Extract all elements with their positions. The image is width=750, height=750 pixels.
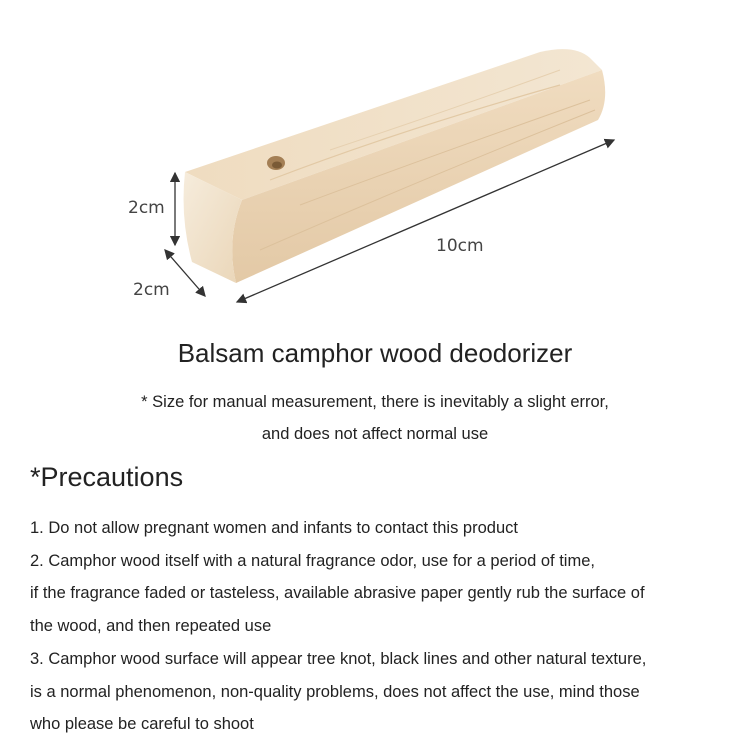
dimension-length-label: 10cm — [436, 236, 484, 256]
dimension-width-label: 2cm — [133, 280, 170, 300]
product-title: Balsam camphor wood deodorizer — [177, 338, 573, 368]
precautions-list — [30, 512, 730, 741]
wood-block-illustration — [0, 0, 750, 330]
wood-block — [184, 49, 606, 283]
precaution-line: 1. Do not allow pregnant women and infants to contact this product — [30, 519, 518, 537]
precautions-heading: *Precautions — [30, 462, 184, 492]
precaution-line: who please be careful to shoot — [30, 715, 254, 734]
dimension-height-label: 2cm — [128, 198, 165, 218]
measurement-note-line-1: * Size for manual measurement, there is inevitably a slight error, — [141, 393, 609, 411]
precaution-line: 3. Camphor wood surface will appear tree knot, black lines and other natural texture, — [30, 649, 647, 668]
precaution-line: 2. Camphor wood itself with a natural fragrance odor, use for a period of time, — [30, 551, 595, 570]
measurement-note-line-2: and does not affect normal use — [261, 425, 489, 443]
precaution-line: the wood, and then repeated use — [30, 617, 272, 636]
precaution-line: is a normal phenomenon, non-quality problems, does not affect the use, mind those — [30, 682, 640, 701]
precaution-line: if the fragrance faded or tasteless, available abrasive paper gently rub the surface of — [30, 584, 645, 603]
